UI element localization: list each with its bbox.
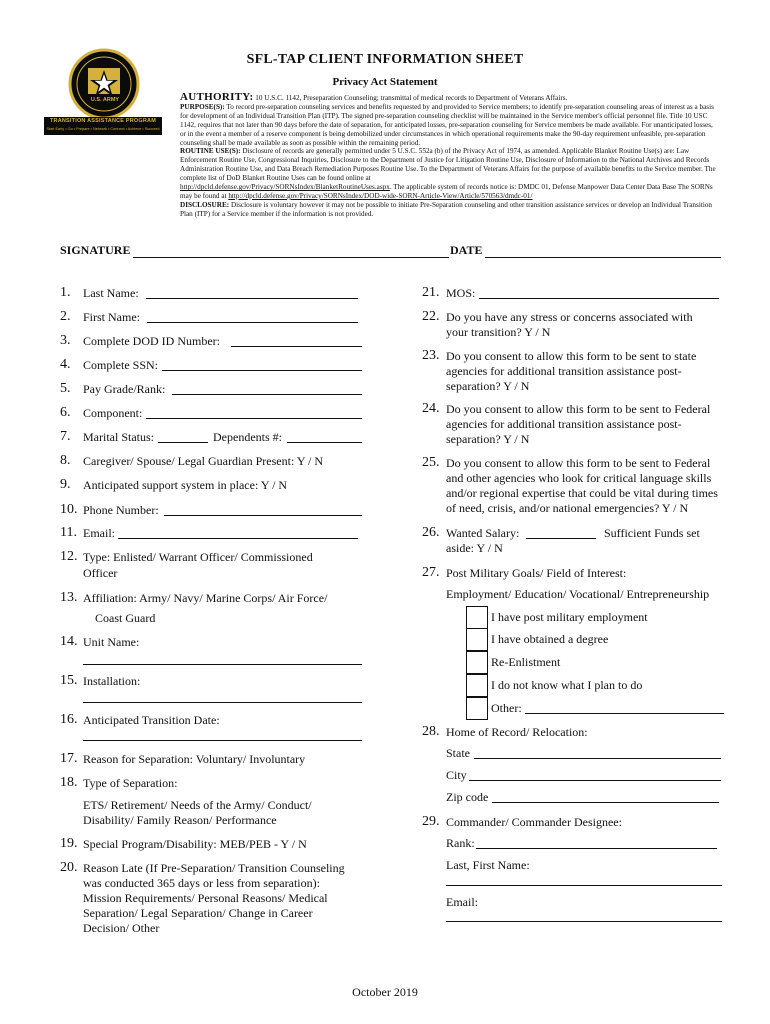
authority-paragraph bbox=[180, 93, 720, 103]
ssn-field[interactable] bbox=[162, 370, 362, 371]
item-number: 17. bbox=[60, 751, 78, 766]
logo-banner-subtitle: Start Early • Go • Prepare • Network • Connect • Achieve • Succeed bbox=[46, 127, 160, 131]
zip-code-label: Zip code bbox=[446, 790, 489, 804]
ssn-label: Complete SSN: bbox=[83, 358, 159, 372]
item-number: 8. bbox=[60, 453, 71, 468]
installation-field[interactable] bbox=[83, 702, 362, 703]
goals-options[interactable]: Employment/ Education/ Vocational/ Entrepreneurship bbox=[446, 587, 710, 601]
mos-field[interactable] bbox=[479, 298, 719, 299]
dod-id-field[interactable] bbox=[231, 346, 362, 347]
affiliation-question-cont: Coast Guard bbox=[95, 611, 156, 625]
marital-status-field[interactable] bbox=[158, 442, 208, 443]
item-number: 23. bbox=[422, 348, 440, 363]
commander-email-label: Email: bbox=[446, 895, 478, 909]
federal-consent-question: Do you consent to allow this form to be sent to Federal bbox=[446, 402, 711, 416]
city-label: City bbox=[446, 768, 467, 782]
phone-number-label: Phone Number: bbox=[83, 503, 159, 517]
goal-checkbox-undecided[interactable] bbox=[466, 674, 488, 697]
reason-late-question: Reason Late (If Pre-Separation/ Transition Counseling bbox=[83, 861, 345, 875]
item-number: 11. bbox=[60, 525, 77, 540]
item-number: 14. bbox=[60, 634, 78, 649]
commander-label: Commander/ Commander Designee: bbox=[446, 815, 622, 829]
item-number: 13. bbox=[60, 590, 78, 605]
caregiver-present-question[interactable]: Caregiver/ Spouse/ Legal Guardian Present: Y / N bbox=[83, 454, 324, 468]
wanted-salary-label: Wanted Salary: bbox=[446, 526, 520, 540]
item-number: 12. bbox=[60, 549, 78, 564]
item-number: 16. bbox=[60, 712, 78, 727]
routine-use-label: ROUTINE USE(S): bbox=[180, 147, 241, 156]
logo-banner-title: TRANSITION ASSISTANCE PROGRAM bbox=[49, 118, 157, 124]
separation-type-label: Type of Separation: bbox=[83, 776, 178, 790]
purpose-paragraph bbox=[180, 103, 720, 148]
language-skills-question: Do you consent to allow this form to be sent to Federal bbox=[446, 456, 711, 470]
pay-grade-label: Pay Grade/Rank: bbox=[83, 382, 166, 396]
city-field[interactable] bbox=[469, 780, 721, 781]
item-number: 1. bbox=[60, 285, 71, 300]
unit-name-field[interactable] bbox=[83, 664, 362, 665]
item-number: 28. bbox=[422, 724, 440, 739]
reason-late-options-cont[interactable]: Separation/ Legal Separation/ Change in Career bbox=[83, 906, 313, 920]
form-date-footer: October 2019 bbox=[352, 985, 418, 999]
state-consent-answer[interactable]: separation? Y / N bbox=[446, 379, 530, 393]
stress-question-cont[interactable]: your transition? Y / N bbox=[446, 325, 551, 339]
disclosure-label: DISCLOSURE: bbox=[180, 200, 230, 209]
separation-type-options[interactable]: ETS/ Retirement/ Needs of the Army/ Conduct/ bbox=[83, 798, 312, 812]
installation-label: Installation: bbox=[83, 674, 141, 688]
goal-option-employment: I have post military employment bbox=[491, 610, 648, 624]
federal-consent-question-cont: agencies for additional transition assistance post- bbox=[446, 417, 682, 431]
authority-text: 10 U.S.C. 1142, Preseparation Counseling; transmittal of medical records to Department of Veterans Affairs. bbox=[253, 94, 568, 102]
state-consent-question: Do you consent to allow this form to be sent to state bbox=[446, 349, 697, 363]
privacy-act-statement bbox=[180, 93, 720, 219]
service-type-question[interactable]: Type: Enlisted/ Warrant Officer/ Commissioned bbox=[83, 550, 313, 564]
dependents-label: Dependents #: bbox=[213, 430, 282, 444]
state-field[interactable] bbox=[474, 758, 721, 759]
routine-use-after: . The applicable system of records notice is: DMDC 01, Defense Manpower Data Center Data Base The SORNs may be found at bbox=[180, 183, 713, 200]
separation-reason-question[interactable]: Reason for Separation: Voluntary/ Involuntary bbox=[83, 752, 306, 766]
affiliation-question[interactable]: Affiliation: Army/ Navy/ Marine Corps/ Air Force/ bbox=[83, 591, 328, 605]
email-field[interactable] bbox=[118, 538, 358, 539]
routine-use-paragraph bbox=[180, 147, 720, 200]
item-number: 18. bbox=[60, 775, 78, 790]
unit-name-label: Unit Name: bbox=[83, 635, 140, 649]
item-number: 3. bbox=[60, 333, 71, 348]
marital-status-label: Marital Status: bbox=[83, 430, 154, 444]
item-number: 9. bbox=[60, 477, 71, 492]
item-number: 2. bbox=[60, 309, 71, 324]
goal-checkbox-other[interactable] bbox=[466, 697, 488, 720]
authority-label: AUTHORITY: bbox=[180, 91, 254, 103]
commander-rank-label: Rank: bbox=[446, 836, 475, 850]
home-of-record-label: Home of Record/ Relocation: bbox=[446, 725, 588, 739]
item-number: 4. bbox=[60, 357, 71, 372]
page-title: SFL-TAP CLIENT INFORMATION SHEET bbox=[246, 52, 524, 67]
mos-label: MOS: bbox=[446, 286, 476, 300]
logo-text: U.S. ARMY bbox=[90, 97, 120, 103]
support-system-question[interactable]: Anticipated support system in place: Y / N bbox=[83, 478, 288, 492]
goal-option-degree: I have obtained a degree bbox=[491, 632, 609, 646]
item-number: 21. bbox=[422, 285, 440, 300]
item-number: 6. bbox=[60, 405, 71, 420]
state-consent-question-cont: agencies for additional transition assistance post- bbox=[446, 364, 682, 378]
item-number: 20. bbox=[60, 860, 78, 875]
special-program-question[interactable]: Special Program/Disability: MEB/PEB - Y / N bbox=[83, 837, 307, 851]
sufficient-funds-question: Sufficient Funds set bbox=[604, 526, 700, 540]
item-number: 19. bbox=[60, 836, 78, 851]
signature-label: SIGNATURE bbox=[60, 243, 131, 257]
goal-option-reenlistment: Re-Enlistment bbox=[491, 655, 561, 669]
item-number: 29. bbox=[422, 814, 440, 829]
goal-option-other: Other: bbox=[491, 701, 522, 715]
disclosure-text: Disclosure is voluntary however it may not be possible to initiate Pre-Separation counseling and other transition assistance services or develop an Individual Transition Plan (ITP) for a Service member if the information is not provided. bbox=[180, 200, 713, 218]
commander-email-field[interactable] bbox=[446, 921, 722, 922]
first-name-label: First Name: bbox=[83, 310, 140, 324]
item-number: 26. bbox=[422, 525, 440, 540]
dod-id-label: Complete DOD ID Number: bbox=[83, 334, 220, 348]
item-number: 24. bbox=[422, 401, 440, 416]
email-label: Email: bbox=[83, 526, 115, 540]
goal-checkbox-reenlistment[interactable] bbox=[466, 651, 488, 674]
phone-number-field[interactable] bbox=[164, 515, 362, 516]
item-number: 10. bbox=[60, 502, 78, 517]
language-skills-question-cont2: and/or regional expertise that could be vital during times bbox=[446, 486, 718, 500]
routine-use-text: Disclosure of records are generally permitted under 5 U.S.C. 552a (b) of the Privacy Act of 1974, as amended. Applicable Blanket Routine Use(s) are: Law Enforcement Routine Use, Congressional Inquiries, Disclosure to the Department of Justice for Litigation Routine Use, Disclosure of Information to the National Archives and Records Administration Routine Use, and Data Breach Remediation Purposes Routine Use. To the Department of Veterans Affairs for the purpose of available benefits to the Service member. The complete list of DoD Blanket Routine Uses can be found online at bbox=[180, 147, 716, 183]
federal-consent-answer[interactable]: separation? Y / N bbox=[446, 432, 530, 446]
post-military-goals-label: Post Military Goals/ Field of Interest: bbox=[446, 566, 627, 580]
separation-type-options-cont[interactable]: Disability/ Family Reason/ Performance bbox=[83, 813, 277, 827]
goal-option-undecided: I do not know what I plan to do bbox=[491, 678, 643, 692]
sorn-link[interactable]: http://dpcld.defense.gov/Privacy/SORNsIndex/DOD-wide-SORN-Article-View/Article/570563/dmdc-01/ bbox=[228, 191, 533, 200]
item-number: 22. bbox=[422, 309, 440, 324]
zip-code-field[interactable] bbox=[492, 802, 719, 803]
date-field[interactable] bbox=[485, 257, 721, 258]
item-number: 27. bbox=[422, 565, 440, 580]
purpose-text: To record pre-separation counseling services and benefits requested by and provided to Service members; to identify pre-separation counseling areas of interest as a basis for development of an Individual Transition Plan (ITP). The signed pre-separation counseling checklist will be maintained in the Service member's official personnel file. Title 10 USC 1142, requires that not later than 90 days before the date of separation, for anticipated losses, pre-separation counseling for Service members be made available. For unanticipated losses, or in the event a member of a reserve component is being demobilized under circumstances in which operational requirements make the 90-day requirement unfeasible, pre-separation counseling shall be made available as soon as possible within the remaining period. bbox=[180, 102, 714, 147]
item-number: 5. bbox=[60, 381, 71, 396]
first-name-field[interactable] bbox=[147, 322, 358, 323]
wanted-salary-field[interactable] bbox=[526, 538, 596, 539]
pay-grade-field[interactable] bbox=[172, 394, 362, 395]
signature-field[interactable] bbox=[133, 257, 449, 258]
stress-question: Do you have any stress or concerns associated with bbox=[446, 310, 693, 324]
goal-checkbox-employment[interactable] bbox=[466, 606, 488, 629]
item-number: 7. bbox=[60, 429, 71, 444]
goal-other-field[interactable] bbox=[525, 713, 724, 714]
language-skills-answer[interactable]: of need, crisis, and/or national emergencies? Y / N bbox=[446, 501, 689, 515]
component-field[interactable] bbox=[146, 418, 362, 419]
last-name-field[interactable] bbox=[146, 298, 358, 299]
reason-late-question-cont: was conducted 365 days or less from separation): bbox=[83, 876, 320, 890]
date-label: DATE bbox=[450, 243, 483, 257]
language-skills-question-cont: and other agencies who look for critical language skills bbox=[446, 471, 712, 485]
item-number: 25. bbox=[422, 455, 440, 470]
state-label: State bbox=[446, 746, 470, 760]
item-number: 15. bbox=[60, 673, 78, 688]
blanket-routine-uses-link[interactable]: http://dpcld.defense.gov/Privacy/SORNsIndex/BlanketRoutineUses.aspx bbox=[180, 183, 390, 192]
reason-late-options[interactable]: Mission Requirements/ Personal Reasons/ Medical bbox=[83, 891, 328, 905]
transition-date-label: Anticipated Transition Date: bbox=[83, 713, 220, 727]
service-type-question-cont: Officer bbox=[83, 566, 118, 580]
sufficient-funds-answer[interactable]: aside: Y / N bbox=[446, 541, 503, 555]
dependents-field[interactable] bbox=[287, 442, 362, 443]
reason-late-options-end[interactable]: Decision/ Other bbox=[83, 921, 160, 935]
disclosure-paragraph bbox=[180, 201, 720, 219]
component-label: Component: bbox=[83, 406, 143, 420]
purpose-label: PURPOSE(S): bbox=[180, 102, 225, 111]
commander-name-label: Last, First Name: bbox=[446, 858, 530, 872]
goal-checkbox-degree[interactable] bbox=[466, 628, 488, 651]
commander-rank-field[interactable] bbox=[476, 848, 717, 849]
last-name-label: Last Name: bbox=[83, 286, 139, 300]
privacy-heading: Privacy Act Statement bbox=[332, 76, 438, 88]
commander-name-field[interactable] bbox=[446, 885, 722, 886]
transition-date-field[interactable] bbox=[83, 740, 362, 741]
